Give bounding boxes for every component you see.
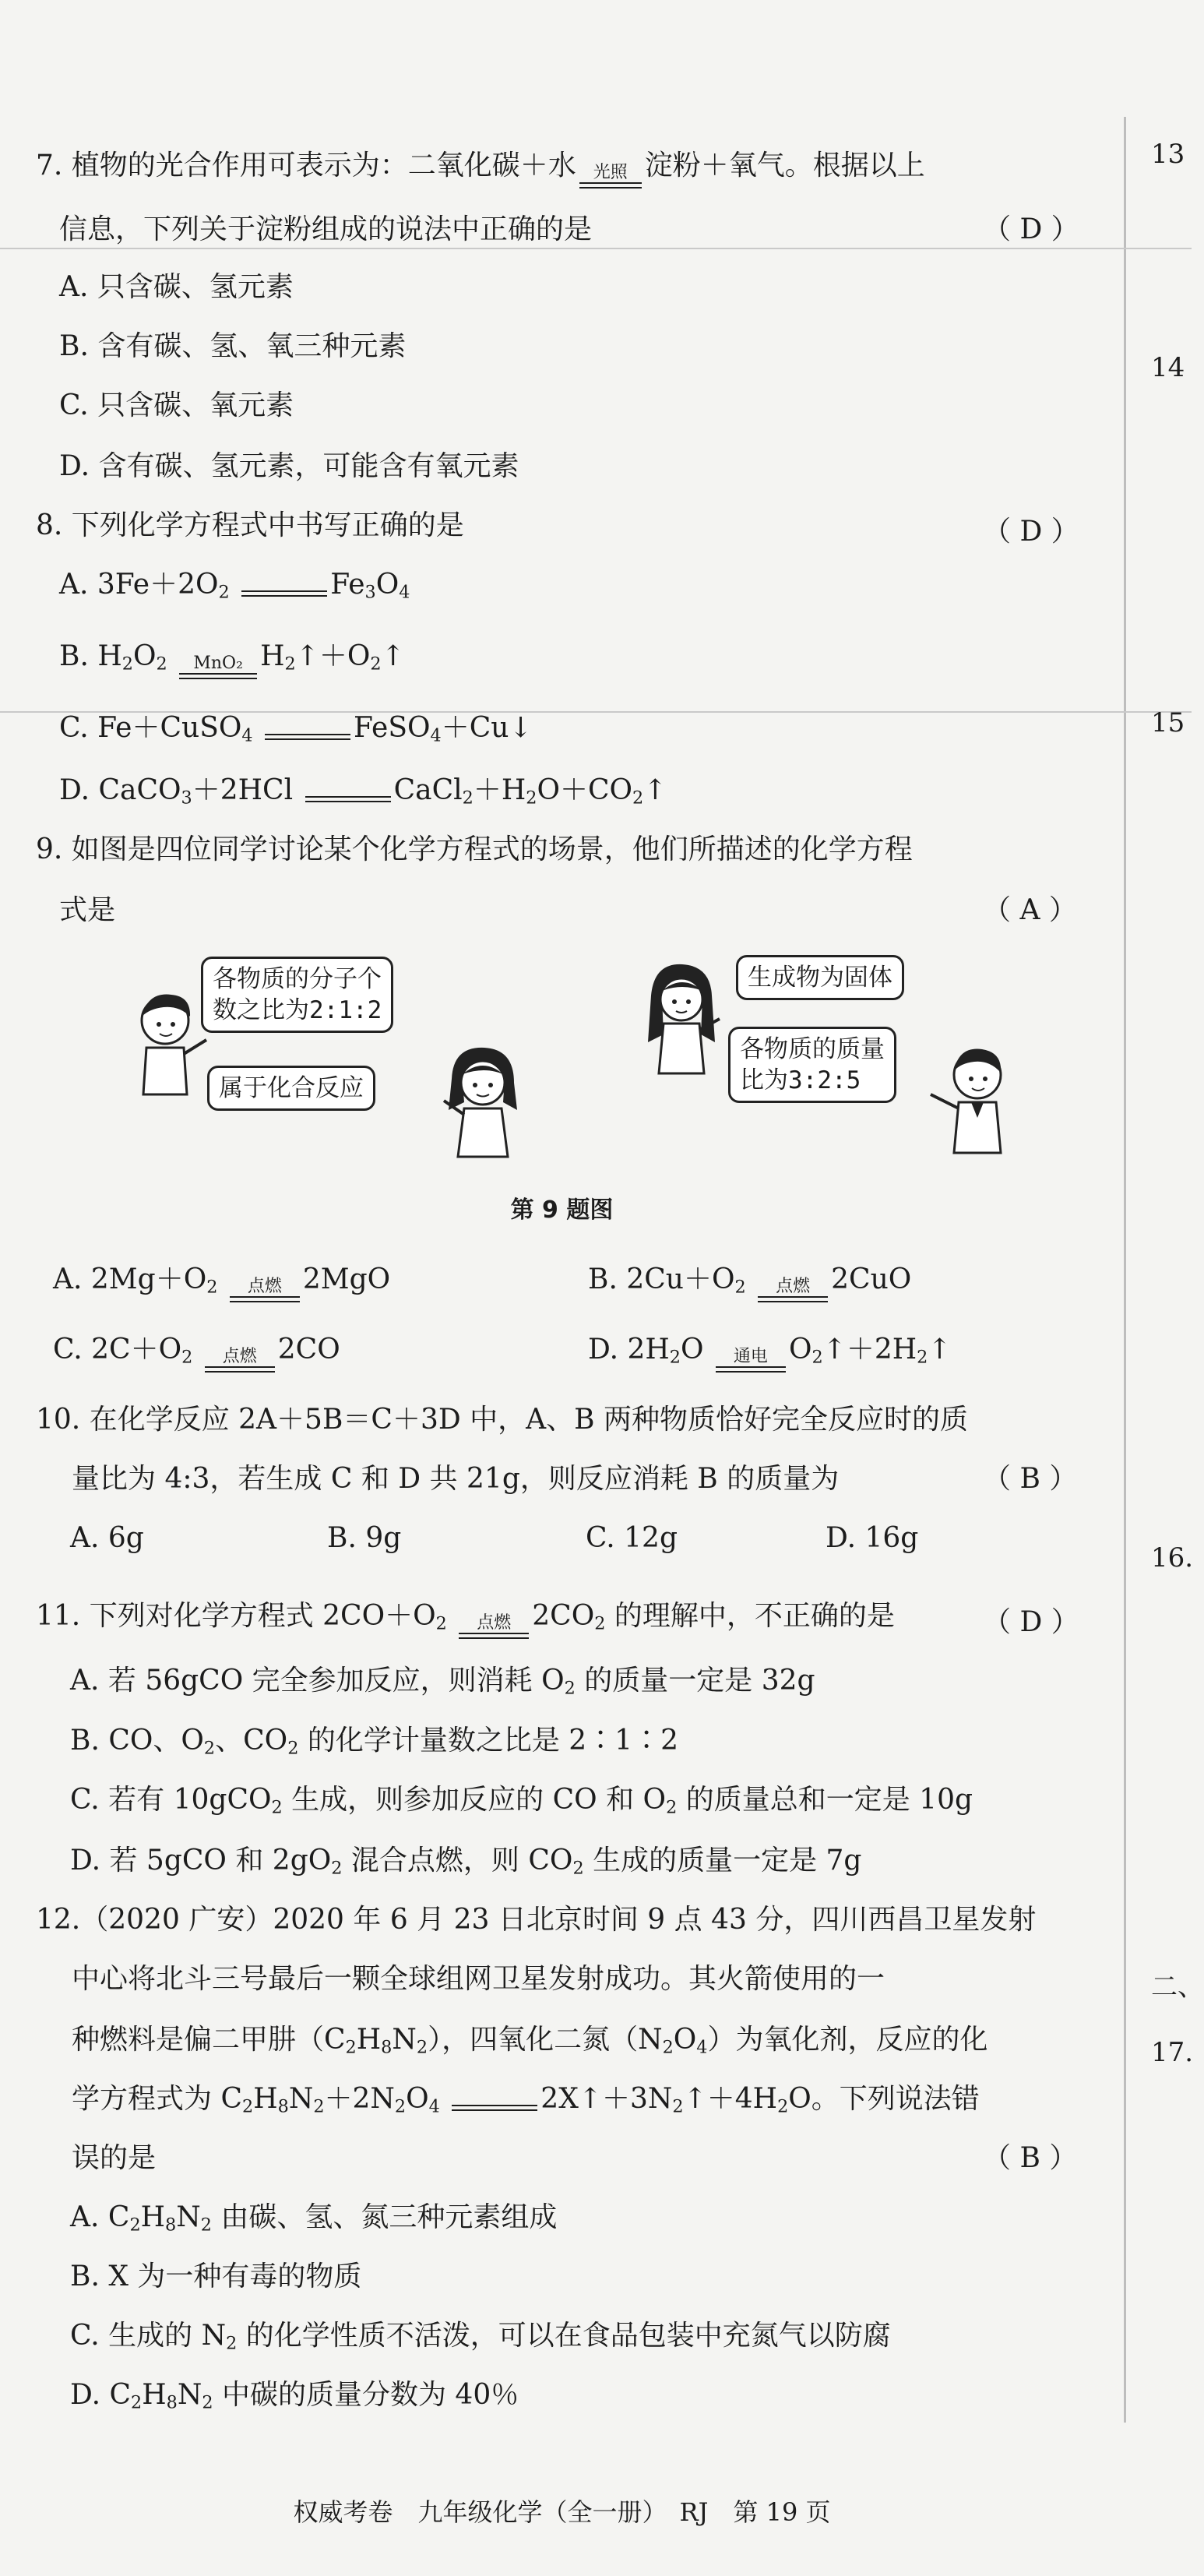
q7-stem-line2: 信息，下列关于淀粉组成的说法中正确的是 xyxy=(59,213,593,245)
right-column-number: 二、 xyxy=(1151,1972,1204,2003)
q7-option-a: A. 只含碳、氢元素 xyxy=(59,271,294,303)
q8-option-c: C. Fe＋CuSO$_4$ FeSO$_4$＋Cu↓ xyxy=(59,712,533,746)
q9-option-a: A. $2Mg+O_2$ 点燃 2MgO xyxy=(53,1262,390,1306)
q8-answer: （ D ） xyxy=(983,516,1079,548)
q8-option-a: A. $3Fe+2O_2$ $Fe_3O_4$ xyxy=(59,569,410,603)
q10-option-a: A. 6g xyxy=(70,1522,144,1554)
right-column-number: 15 xyxy=(1151,707,1185,738)
q11-option-c: C. 若有 10gCO$_2$ 生成，则参加反应的 CO 和 $O_2$ 的质量总和一定是 10g xyxy=(70,1784,973,1818)
q9-answer: （ A ） xyxy=(983,894,1077,926)
q12-option-a: A. $C_2H_8N_2$ 由碳、氢、氮三种元素组成 xyxy=(70,2201,558,2236)
q12-stem-line4: 学方程式为 $C_2H_8N_2+2N_2O_4$ $2X↑+3N_2↑+4H_2O$。下列说法错 xyxy=(72,2083,980,2117)
scan-line xyxy=(0,248,1192,249)
q12-answer: （ B ） xyxy=(983,2142,1078,2174)
q9-option-d: D. $2H_2O$ 通电 $O_2↑+2H_2↑$ xyxy=(588,1332,952,1376)
speech-bubble-molecule-ratio: 各物质的分子个 数之比为2:1:2 xyxy=(201,957,393,1033)
q9-stem-line1: 9. 如图是四位同学讨论某个化学方程式的场景，他们所描述的化学方程 xyxy=(36,833,913,865)
q9-stem-line2: 式是 xyxy=(59,894,116,926)
right-column-number: 17. xyxy=(1151,2037,1194,2068)
q9-option-b: B. $2Cu+O_2$ 点燃 2CuO xyxy=(588,1262,911,1306)
student-boy-2-illustration xyxy=(915,1040,1024,1165)
figure-caption: 第 9 题图 xyxy=(510,1196,614,1224)
right-column-number: 14 xyxy=(1151,352,1185,383)
speech-bubble-mass-ratio: 各物质的质量 比为3:2:5 xyxy=(728,1027,896,1103)
q11-option-a: A. 若 56gCO 完全参加反应，则消耗 $O_2$ 的质量一定是 32g xyxy=(70,1665,815,1699)
q10-option-b: B. 9g xyxy=(327,1522,402,1554)
q11-option-d: D. 若 5gCO 和 $2gO_2$ 混合点燃，则 $CO_2$ 生成的质量一定是 7g xyxy=(70,1845,862,1879)
q8-stem: 8. 下列化学方程式中书写正确的是 xyxy=(36,509,464,541)
q12-stem-line3: 种燃料是偏二甲肼$(C_2H_8N_2)$，四氧化二氮$(N_2O_4)$为氧化剂，反应的化 xyxy=(72,2024,988,2058)
speech-bubble-combination-reaction: 属于化合反应 xyxy=(207,1066,375,1111)
q7-option-c: C. 只含碳、氧元素 xyxy=(59,389,294,421)
student-girl-1-illustration xyxy=(436,1040,530,1165)
q12-option-d: D. $C_2H_8N_2$ 中碳的质量分数为 40％ xyxy=(70,2379,519,2413)
speech-bubble-solid-product: 生成物为固体 xyxy=(736,955,904,1000)
q12-option-b: B. X 为一种有毒的物质 xyxy=(70,2261,362,2292)
student-girl-2-illustration xyxy=(639,957,724,1081)
q12-stem-line2: 中心将北斗三号最后一颗全球组网卫星发射成功。其火箭使用的一 xyxy=(72,1963,885,1995)
q11-answer: （ D ） xyxy=(983,1606,1079,1638)
q9-option-c: C. $2C+O_2$ 点燃 2CO xyxy=(53,1332,340,1376)
q7-answer: （ D ） xyxy=(983,213,1079,245)
q10-stem-line1: 10. 在化学反应 2A＋5B＝C＋3D 中，A、B 两种物质恰好完全反应时的质 xyxy=(36,1404,969,1436)
page-footer: 权威考卷 九年级化学（全一册） RJ 第 19 页 xyxy=(293,2497,831,2527)
q8-option-d: D. CaCO$_3$＋2HCl $CaCl_2+H_2O+CO_2↑$ xyxy=(59,774,667,809)
q10-stem-line2: 量比为 4:3，若生成 C 和 D 共 21g，则反应消耗 B 的质量为 xyxy=(72,1463,840,1495)
q11-option-b: B. CO、$O_2$、$CO_2$ 的化学计量数之比是 2∶1∶2 xyxy=(70,1725,678,1759)
q7-option-b: B. 含有碳、氢、氧三种元素 xyxy=(59,330,407,362)
q10-answer: （ B ） xyxy=(983,1463,1078,1495)
q8-option-b: B. $H_2O_2$ MnO₂ $H_2↑+O_2↑$ xyxy=(59,639,405,682)
q7-stem-line1: 7. 植物的光合作用可表示为：二氧化碳＋水 光照 淀粉＋氧气。根据以上 xyxy=(36,148,925,189)
right-column-number: 13 xyxy=(1151,139,1185,170)
q10-option-c: C. 12g xyxy=(586,1522,678,1554)
reaction-condition: 光照 xyxy=(579,164,642,189)
q12-stem-line1: 12.（2020 广安）2020 年 6 月 23 日北京时间 9 点 43 分，四川西昌卫星发射 xyxy=(36,1904,1037,1936)
student-boy-1-illustration xyxy=(125,985,210,1110)
q12-option-c: C. 生成的 $N_2$ 的化学性质不活泼，可以在食品包装中充氮气以防腐 xyxy=(70,2320,891,2354)
q11-stem: 11. 下列对化学方程式 $2CO+O_2$ 点燃 $2CO_2$ 的理解中，不正确的是 xyxy=(36,1598,895,1642)
column-divider xyxy=(1124,117,1126,2423)
q7-option-d: D. 含有碳、氢元素，可能含有氧元素 xyxy=(59,450,519,482)
right-column-number: 16. xyxy=(1151,1542,1194,1573)
q12-stem-line5: 误的是 xyxy=(72,2142,157,2174)
q10-option-d: D. 16g xyxy=(826,1522,919,1554)
